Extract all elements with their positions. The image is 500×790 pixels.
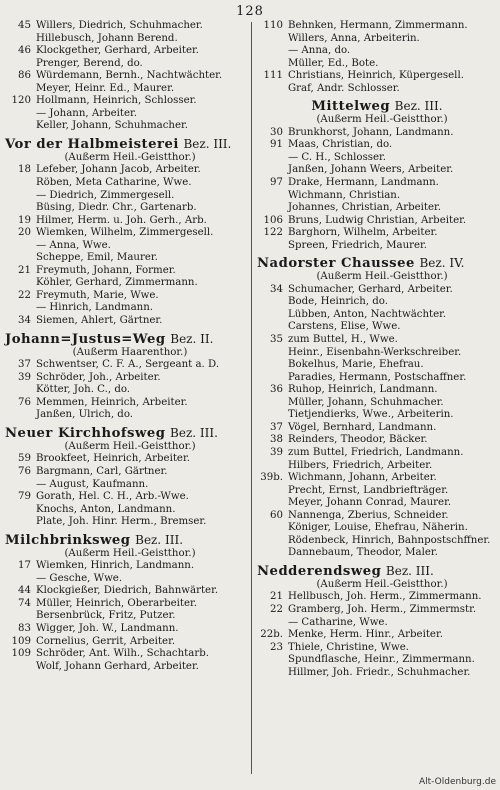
street-name: Milchbrinksweg bbox=[5, 532, 131, 548]
directory-entry bbox=[257, 434, 497, 447]
resident-text: Barghorn, Wilhelm, Arbeiter. bbox=[288, 227, 438, 239]
directory-entry bbox=[257, 667, 497, 680]
resident-text: Janßen, Ulrich, do. bbox=[36, 409, 134, 421]
house-number: 109 bbox=[11, 648, 31, 660]
directory-entry bbox=[5, 453, 245, 466]
house-number: 17 bbox=[18, 560, 31, 572]
directory-entry bbox=[257, 397, 497, 410]
street-name: Johann=Justus=Weg bbox=[5, 331, 166, 347]
resident-text: Schwentser, C. F. A., Sergeant a. D. bbox=[36, 359, 220, 371]
resident-text: Wichmann, Christian. bbox=[288, 189, 401, 201]
resident-text: — Catharine, Wwe. bbox=[288, 616, 388, 628]
resident-text: Lübben, Anton, Nachtwächter. bbox=[288, 308, 447, 320]
house-number: 22 bbox=[270, 603, 283, 615]
directory-entry bbox=[5, 265, 245, 278]
directory-entry bbox=[257, 535, 497, 548]
house-number: 46 bbox=[18, 45, 31, 57]
resident-text: Carstens, Elise, Wwe. bbox=[288, 321, 401, 333]
resident-text: Dannebaum, Theodor, Maler. bbox=[288, 547, 438, 559]
resident-text: Würdemann, Bernh., Nachtwächter. bbox=[36, 70, 223, 82]
directory-entry bbox=[5, 623, 245, 636]
directory-entry bbox=[257, 510, 497, 523]
house-number: 18 bbox=[18, 164, 31, 176]
directory-entry bbox=[257, 284, 497, 297]
house-number: 35 bbox=[270, 334, 283, 346]
resident-text: zum Buttel, Friedrich, Landmann. bbox=[288, 446, 464, 458]
directory-entry bbox=[257, 347, 497, 360]
directory-entry bbox=[257, 240, 497, 253]
resident-text: Knochs, Anton, Landmann. bbox=[36, 503, 176, 515]
resident-text: Scheppe, Emil, Maurer. bbox=[36, 252, 158, 264]
resident-text: Graf, Andr. Schlosser. bbox=[288, 82, 400, 94]
resident-text: Precht, Ernst, Landbriefträger. bbox=[288, 484, 449, 496]
directory-entry bbox=[257, 190, 497, 203]
resident-text: — Johann, Arbeiter. bbox=[36, 107, 138, 119]
resident-text: Bargmann, Carl, Gärtner. bbox=[36, 465, 168, 477]
resident-text: Bokelhus, Marie, Ehefrau. bbox=[288, 359, 424, 371]
directory-entry bbox=[5, 516, 245, 529]
resident-text: Köhler, Gerhard, Zimmermann. bbox=[36, 277, 198, 289]
street-heading bbox=[257, 564, 497, 579]
directory-entry bbox=[257, 617, 497, 630]
directory-entry bbox=[5, 585, 245, 598]
resident-text: Memmen, Heinrich, Arbeiter. bbox=[36, 396, 188, 408]
house-number: 22 bbox=[18, 289, 31, 301]
resident-text: Thiele, Christine, Wwe. bbox=[288, 641, 409, 653]
resident-text: Hilmer, Herm. u. Joh. Gerh., Arb. bbox=[36, 214, 207, 226]
directory-entry bbox=[257, 629, 497, 642]
resident-text: Wichmann, Johann, Arbeiter. bbox=[288, 472, 437, 484]
directory-entry bbox=[5, 397, 245, 410]
resident-text: — Hinrich, Landmann. bbox=[36, 302, 154, 314]
resident-text: Meyer, Heinr. Ed., Maurer. bbox=[36, 82, 175, 94]
house-number: 38 bbox=[270, 434, 283, 446]
resident-text: — August, Kaufmann. bbox=[36, 478, 149, 490]
resident-text: Hollmann, Heinrich, Schlosser. bbox=[36, 95, 197, 107]
resident-text: Freymuth, Johann, Former. bbox=[36, 264, 176, 276]
house-number: 37 bbox=[18, 359, 31, 371]
directory-entry bbox=[257, 164, 497, 177]
resident-text: Reinders, Theodor, Bäcker. bbox=[288, 434, 428, 446]
directory-entry bbox=[5, 177, 245, 190]
house-number: 34 bbox=[270, 283, 283, 295]
house-number: 39 bbox=[18, 371, 31, 383]
directory-entry bbox=[5, 466, 245, 479]
directory-entry bbox=[257, 309, 497, 322]
resident-text: Wigger, Joh. W., Landmann. bbox=[36, 622, 179, 634]
directory-entry bbox=[257, 642, 497, 655]
house-number: 109 bbox=[11, 635, 31, 647]
resident-text: Drake, Hermann, Landmann. bbox=[288, 177, 439, 189]
resident-text: Röben, Meta Catharine, Wwe. bbox=[36, 177, 192, 189]
directory-entry bbox=[257, 321, 497, 334]
directory-entry bbox=[5, 108, 245, 121]
house-number: 76 bbox=[18, 465, 31, 477]
directory-entry bbox=[257, 202, 497, 215]
street-subtitle: (Außerm Heil.-Geistthor.) bbox=[64, 547, 196, 559]
directory-entry bbox=[5, 504, 245, 517]
directory-entry bbox=[5, 190, 245, 203]
resident-text: Bruns, Ludwig Christian, Arbeiter. bbox=[288, 214, 467, 226]
directory-entry bbox=[5, 359, 245, 372]
street-subtitle: (Außerm Heil.-Geistthor.) bbox=[64, 440, 196, 452]
house-number: 23 bbox=[270, 641, 283, 653]
directory-entry bbox=[257, 359, 497, 372]
resident-text: Königer, Louise, Ehefrau, Näherin. bbox=[288, 522, 468, 534]
directory-entry bbox=[5, 95, 245, 108]
directory-entry bbox=[257, 447, 497, 460]
house-number: 60 bbox=[270, 509, 283, 521]
resident-text: Gramberg, Joh. Herm., Zimmermstr. bbox=[288, 603, 477, 615]
resident-text: Büsing, Diedr. Chr., Gartenarb. bbox=[36, 202, 197, 214]
resident-text: — Anna, Wwe. bbox=[36, 239, 111, 251]
directory-entry bbox=[5, 252, 245, 265]
directory-entry bbox=[257, 485, 497, 498]
resident-text: — C. H., Schlosser. bbox=[288, 151, 387, 163]
street-heading bbox=[5, 332, 245, 347]
resident-text: Vögel, Bernhard, Landmann. bbox=[288, 421, 437, 433]
directory-entry bbox=[5, 636, 245, 649]
resident-text: — Anna, do. bbox=[288, 45, 351, 57]
directory-entry bbox=[5, 33, 245, 46]
resident-text: Hilbers, Friedrich, Arbeiter. bbox=[288, 459, 433, 471]
directory-entry bbox=[257, 83, 497, 96]
resident-text: Müller, Heinrich, Oberarbeiter. bbox=[36, 597, 198, 609]
directory-entry bbox=[257, 384, 497, 397]
directory-entry bbox=[5, 479, 245, 492]
resident-text: Schumacher, Gerhard, Arbeiter. bbox=[288, 283, 453, 295]
street-subtitle: (Außerm Heil.-Geistthor.) bbox=[316, 271, 448, 283]
directory-entry bbox=[5, 315, 245, 328]
directory-entry bbox=[257, 654, 497, 667]
house-number: 91 bbox=[270, 139, 283, 151]
directory-entry bbox=[5, 70, 245, 83]
resident-text: Bersenbrück, Fritz, Putzer. bbox=[36, 610, 176, 622]
directory-entry bbox=[257, 20, 497, 33]
directory-entry bbox=[257, 497, 497, 510]
street-subtitle: (Außerm Heil.-Geistthor.) bbox=[316, 578, 448, 590]
resident-text: Behnken, Hermann, Zimmermann. bbox=[288, 20, 468, 31]
resident-text: Paradies, Hermann, Postschaffner. bbox=[288, 371, 467, 383]
directory-entry bbox=[5, 610, 245, 623]
house-number: 122 bbox=[263, 227, 283, 239]
directory-entry bbox=[257, 227, 497, 240]
street-name: Vor der Halbmeisterei bbox=[5, 136, 179, 152]
house-number: 30 bbox=[270, 126, 283, 138]
house-number: 39b. bbox=[260, 472, 283, 484]
directory-entry bbox=[5, 20, 245, 33]
left-column bbox=[5, 20, 245, 673]
street-heading bbox=[5, 137, 245, 152]
house-number: 120 bbox=[11, 95, 31, 107]
resident-text: Cornelius, Gerrit, Arbeiter. bbox=[36, 635, 176, 647]
district-label: Bez. IV. bbox=[419, 256, 465, 271]
house-number: 21 bbox=[18, 264, 31, 276]
resident-text: Wiemken, Wilhelm, Zimmergesell. bbox=[36, 227, 214, 239]
resident-text: zum Buttel, H., Wwe. bbox=[288, 334, 398, 346]
resident-text: Heinr., Eisenbahn-Werkschreiber. bbox=[288, 346, 462, 358]
resident-text: Brunkhorst, Johann, Landmann. bbox=[288, 126, 454, 138]
street-heading bbox=[5, 426, 245, 441]
house-number: 76 bbox=[18, 396, 31, 408]
district-label: Bez. III. bbox=[183, 136, 232, 151]
resident-text: Wolf, Johann Gerhard, Arbeiter. bbox=[36, 660, 199, 672]
resident-text: Hellbusch, Joh. Herm., Zimmermann. bbox=[288, 591, 482, 603]
district-label: Bez. III. bbox=[394, 99, 443, 114]
house-number: 45 bbox=[18, 20, 31, 31]
house-number: 86 bbox=[18, 70, 31, 82]
resident-text: Plate, Joh. Hinr. Herm., Bremser. bbox=[36, 516, 207, 528]
resident-text: Spreen, Friedrich, Maurer. bbox=[288, 239, 428, 251]
directory-entry bbox=[257, 215, 497, 228]
directory-entry bbox=[257, 472, 497, 485]
district-label: Bez. III. bbox=[385, 563, 434, 578]
directory-entry bbox=[5, 560, 245, 573]
directory-entry bbox=[257, 33, 497, 46]
house-number: 20 bbox=[18, 227, 31, 239]
resident-text: Schröder, Ant. Wilh., Schachtarb. bbox=[36, 648, 209, 660]
directory-entry bbox=[5, 202, 245, 215]
directory-entry bbox=[257, 522, 497, 535]
watermark: Alt-Oldenburg.de bbox=[418, 777, 496, 787]
page-number: 128 bbox=[236, 4, 264, 19]
house-number: 74 bbox=[18, 597, 31, 609]
street-name: Nedderendsweg bbox=[257, 563, 382, 579]
house-number: 21 bbox=[270, 591, 283, 603]
directory-entry bbox=[5, 290, 245, 303]
house-number: 36 bbox=[270, 384, 283, 396]
directory-entry bbox=[257, 45, 497, 58]
directory-entry bbox=[5, 83, 245, 96]
directory-entry bbox=[5, 120, 245, 133]
resident-text: Bode, Heinrich, do. bbox=[288, 296, 388, 308]
house-number: 22b. bbox=[260, 629, 283, 641]
resident-text: Ruhop, Heinrich, Landmann. bbox=[288, 384, 438, 396]
resident-text: Brookfeet, Heinrich, Arbeiter. bbox=[36, 453, 190, 465]
resident-text: Keller, Johann, Schuhmacher. bbox=[36, 120, 188, 132]
resident-text: Willers, Anna, Arbeiterin. bbox=[288, 32, 420, 44]
directory-entry bbox=[257, 604, 497, 617]
directory-entry bbox=[5, 384, 245, 397]
right-column bbox=[257, 20, 497, 679]
directory-entry bbox=[257, 296, 497, 309]
house-number: 37 bbox=[270, 421, 283, 433]
district-label: Bez. III. bbox=[170, 425, 218, 440]
resident-text: Christians, Heinrich, Küpergesell. bbox=[288, 70, 464, 82]
directory-entry bbox=[257, 591, 497, 604]
column-divider bbox=[251, 22, 252, 774]
directory-entry bbox=[5, 648, 245, 661]
house-number: 106 bbox=[263, 214, 283, 226]
street-heading bbox=[5, 533, 245, 548]
directory-entry bbox=[5, 661, 245, 674]
house-number: 44 bbox=[18, 585, 31, 597]
directory-entry bbox=[5, 45, 245, 58]
directory-entry bbox=[5, 302, 245, 315]
directory-entry bbox=[257, 409, 497, 422]
resident-text: Prenger, Berend, do. bbox=[36, 57, 143, 69]
house-number: 19 bbox=[18, 214, 31, 226]
resident-text: Tietjendierks, Wwe., Arbeiterin. bbox=[288, 409, 454, 421]
resident-text: Menke, Herm. Hinr., Arbeiter. bbox=[288, 629, 443, 641]
resident-text: Müller, Ed., Bote. bbox=[288, 57, 379, 69]
resident-text: Meyer, Johann Conrad, Maurer. bbox=[288, 497, 452, 509]
directory-entry bbox=[257, 334, 497, 347]
street-name: Neuer Kirchhofsweg bbox=[5, 425, 166, 441]
directory-entry bbox=[5, 277, 245, 290]
directory-entry bbox=[257, 70, 497, 83]
directory-entry bbox=[5, 240, 245, 253]
directory-entry bbox=[5, 164, 245, 177]
resident-text: — Gesche, Wwe. bbox=[36, 572, 123, 584]
street-subtitle: (Außerm Haarenthor.) bbox=[72, 346, 188, 358]
resident-text: Kötter, Joh. C., do. bbox=[36, 384, 131, 396]
house-number: 97 bbox=[270, 177, 283, 189]
directory-entry bbox=[5, 409, 245, 422]
house-number: 111 bbox=[263, 70, 283, 82]
district-label: Bez. III. bbox=[135, 532, 184, 547]
house-number: 59 bbox=[18, 453, 31, 465]
directory-entry bbox=[5, 227, 245, 240]
district-label: Bez. II. bbox=[170, 331, 214, 346]
resident-text: Klockgießer, Diedrich, Bahnwärter. bbox=[36, 585, 219, 597]
resident-text: Spundflasche, Heinr., Zimmermann. bbox=[288, 654, 475, 666]
directory-entry bbox=[5, 58, 245, 71]
directory-entry bbox=[257, 177, 497, 190]
resident-text: Freymuth, Marie, Wwe. bbox=[36, 289, 159, 301]
directory-entry bbox=[257, 152, 497, 165]
resident-text: Janßen, Johann Weers, Arbeiter. bbox=[288, 164, 454, 176]
house-number: 110 bbox=[263, 20, 283, 31]
directory-entry bbox=[5, 215, 245, 228]
resident-text: Klockgether, Gerhard, Arbeiter. bbox=[36, 45, 200, 57]
directory-entry bbox=[257, 372, 497, 385]
directory-entry bbox=[257, 422, 497, 435]
directory-entry bbox=[5, 598, 245, 611]
resident-text: Schröder, Joh., Arbeiter. bbox=[36, 371, 161, 383]
directory-entry bbox=[257, 460, 497, 473]
resident-text: Hillmer, Joh. Friedr., Schuhmacher. bbox=[288, 666, 471, 678]
resident-text: Willers, Diedrich, Schuhmacher. bbox=[36, 20, 203, 31]
house-number: 39 bbox=[270, 446, 283, 458]
directory-entry bbox=[5, 573, 245, 586]
street-subtitle: (Außerm Heil.-Geistthor.) bbox=[64, 151, 196, 163]
directory-entry bbox=[257, 127, 497, 140]
resident-text: Gorath, Hel. C. H., Arb.-Wwe. bbox=[36, 491, 189, 503]
street-name: Nadorster Chaussee bbox=[257, 256, 415, 272]
house-number: 79 bbox=[18, 491, 31, 503]
directory-entry bbox=[257, 58, 497, 71]
resident-text: Siemen, Ahlert, Gärtner. bbox=[36, 315, 163, 327]
directory-entry bbox=[5, 491, 245, 504]
resident-text: Lefeber, Johann Jacob, Arbeiter. bbox=[36, 164, 201, 176]
resident-text: Johannes, Christian, Arbeiter. bbox=[288, 202, 442, 214]
resident-text: Maas, Christian, do. bbox=[288, 139, 393, 151]
resident-text: Müller, Johann, Schuhmacher. bbox=[288, 396, 444, 408]
directory-entry bbox=[257, 547, 497, 560]
resident-text: Hillebusch, Johann Berend. bbox=[36, 32, 178, 44]
resident-text: Rödenbeck, Hinrich, Bahnpostschffner. bbox=[288, 534, 491, 546]
directory-entry bbox=[5, 372, 245, 385]
street-heading bbox=[257, 99, 497, 114]
directory-entry bbox=[257, 139, 497, 152]
resident-text: Nannenga, Zberius, Schneider. bbox=[288, 509, 449, 521]
resident-text: — Diedrich, Zimmergesell. bbox=[36, 189, 175, 201]
resident-text: Wiemken, Hinrich, Landmann. bbox=[36, 560, 195, 572]
street-heading bbox=[257, 256, 497, 271]
street-subtitle: (Außerm Heil.-Geistthor.) bbox=[316, 114, 448, 126]
street-name: Mittelweg bbox=[311, 99, 391, 115]
house-number: 83 bbox=[18, 622, 31, 634]
house-number: 34 bbox=[18, 315, 31, 327]
